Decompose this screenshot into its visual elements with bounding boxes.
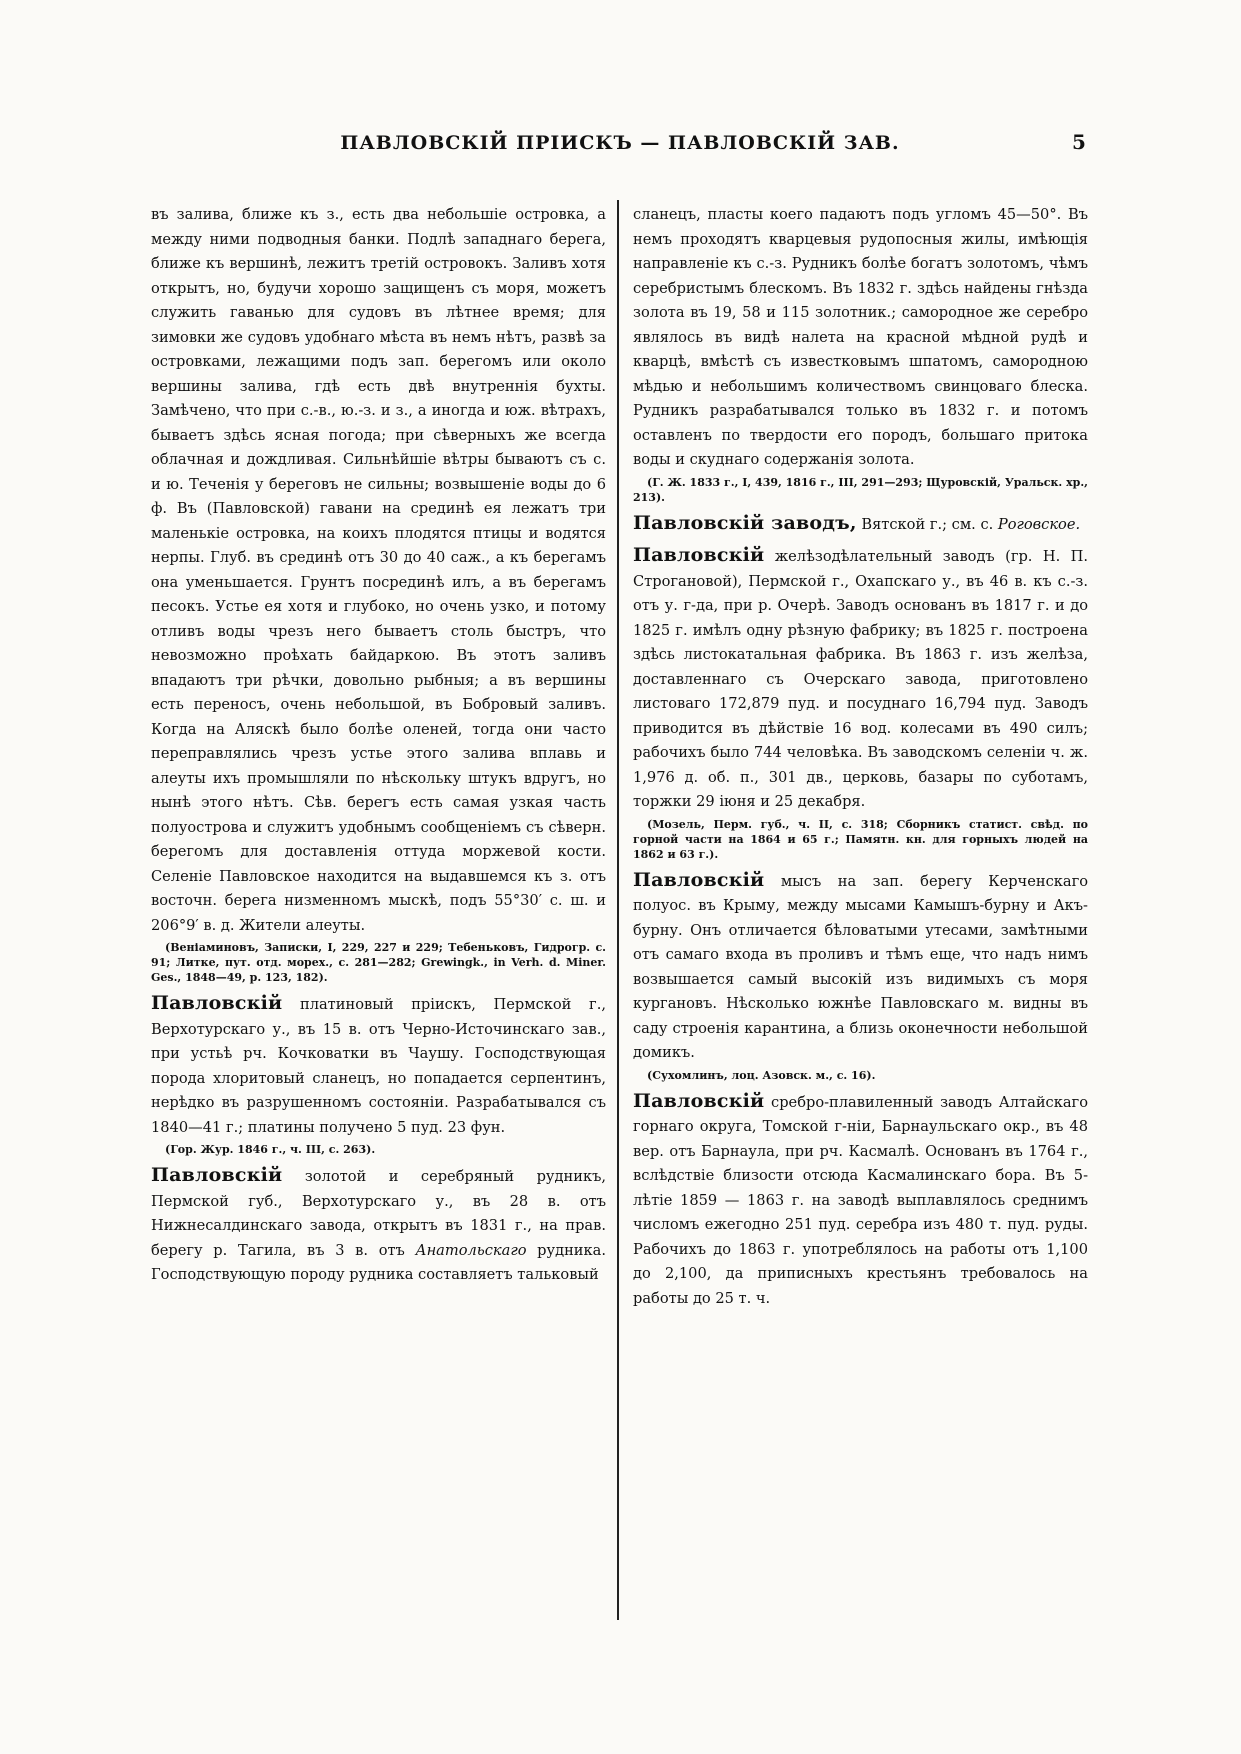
entry-headword: Павловскій: [151, 992, 283, 1014]
entry-text-italic: Роговское.: [997, 515, 1081, 533]
running-header: ПАВЛОВСКІЙ ПРІИСКЪ — ПАВЛОВСКІЙ ЗАВ.: [340, 132, 900, 154]
column-divider: [617, 200, 619, 1620]
entry-text: рудника. Господствующую породу рудника составляетъ тальковый: [151, 1241, 606, 1283]
entry-vyatka-plant: [633, 511, 1088, 538]
reference-note: (Г. Ж. 1833 г., I, 439, 1816 г., III, 291—293; Щуровскій, Уральск. хр., 213).: [633, 475, 1088, 504]
entry-headword: Павловскій: [633, 1089, 765, 1112]
entry-continuation: въ залива, ближе къ з., есть два небольшіе островка, а между ними подводныя банки. Подлѣ западнаго берега, ближе къ вершинѣ, лежитъ третій островокъ. Заливъ хотя открытъ, но, будучи хорошо защищенъ съ моря, можетъ служить гаванью для судовъ въ лѣтнее время; для зимовки же судовъ удобнаго мѣста въ немъ нѣтъ, развѣ за островками, лежащими подъ зап. берегомъ или около вершины залива, гдѣ есть двѣ внутреннія бухты. Замѣчено, что при с.-в., ю.-з. и з., а иногда и юж. вѣтрахъ, бываетъ здѣсь ясная погода; при сѣверныхъ же всегда облачная и дождливая. Сильнѣйшіе вѣтры бываютъ съ с. и ю. Теченія у береговъ не сильны; возвышеніе воды до 6 ф. Въ (Павловской) гавани на срединѣ ея лежатъ три маленькіе островка, на коихъ плодятся птицы и водятся нерпы. Глуб. въ срединѣ отъ 30 до 40 саж., а къ берегамъ она уменьшается. Грунтъ посрединѣ илъ, а въ берегамъ песокъ. Устье ея хотя и глубоко, но очень узко, и потому отливъ воды чрезъ него бываетъ столь быстръ, что невозможно проѣхать байдаркою. Въ этотъ заливъ впадаютъ три рѣчки, довольно рыбныя; а въ вершины есть переносъ, очень небольшой, въ Бобровый заливъ. Когда на Аляскѣ было болѣе оленей, тогда они часто переправлялись чрезъ устье этого залива вплавь и алеуты ихъ промышляли по нѣскольку штукъ вдругъ, но нынѣ этого нѣтъ. Сѣв. берегъ есть самая узкая часть полуострова и служитъ удобнымъ сообщеніемъ съ сѣверн. берегомъ для доставленія оттуда моржевой кости. Селеніе Павловское находится на выдавшемся къ з. отъ восточн. берега низменномъ мыскѣ, подъ 55°30′ с. ш. и 206°9′ в. д. Жители алеуты.: [151, 206, 606, 934]
entry-silver-smelter: [633, 1089, 1088, 1312]
right-column: [633, 203, 1088, 1311]
entry-text-italic: Анатольскаго: [415, 1241, 527, 1259]
entry-cape: [633, 868, 1088, 1066]
entry-continuation: сланецъ, пласты коего падаютъ подъ угломъ 45—50°. Въ немъ проходятъ кварцевыя рудопосныя жилы, имѣющія направленіе къ с.-з. Рудникъ болѣе богатъ золотомъ, чѣмъ серебристымъ блескомъ. Въ 1832 г. здѣсь найдены гнѣзда золота въ 19, 58 и 115 золотник.; самородное же серебро являлось въ видѣ налета на красной мѣдной рудѣ и кварцѣ, вмѣстѣ съ известковымъ шпатомъ, самородною мѣдью и небольшимъ количествомъ свинцоваго блеска. Рудникъ разрабатывался только въ 1832 г. и потомъ оставленъ по твердости его породъ, большаго притока воды и скуднаго содержанія золота.: [633, 206, 1088, 468]
entry-headword: Павловскій заводъ,: [633, 511, 857, 534]
reference-note: (Мозель, Перм. губ., ч. II, с. 318; Сборникъ статист. свѣд. по горной части на 1864 и 65 г.; Памятн. кн. для горныхъ людей на 1862 и 63 г.).: [633, 817, 1088, 861]
entry-gold-silver-mine: [151, 1163, 606, 1288]
entry-text: Вятской г.; см. с.: [856, 515, 998, 533]
reference-note: (Веніаминовъ, Записки, I, 229, 227 и 229; Тебеньковъ, Гидрогр. с. 91; Литке, пут. отд. морех., с. 281—282; Grewingk., in Verh. d. Miner. Ges., 1848—49, p. 123, 182).: [151, 941, 606, 984]
entry-platinum-mine: [151, 991, 606, 1140]
entry-text: сребро-плавиленный заводъ Алтайскаго горнаго округа, Томской г-ніи, Барнаульскаго окр., въ 48 вер. отъ Барнаула, при рч. Касмалѣ. Основанъ въ 1764 г., вслѣдствіе близости отсюда Касмалинскаго бора. Въ 5-лѣтіе 1859 — 1863 г. на заводѣ выплавлялось среднимъ числомъ ежегодно 251 пуд. серебра изъ 480 т. пуд. руды. Рабочихъ до 1863 г. употреблялось на работы отъ 1,100 до 2,100, да приписныхъ крестьянъ требовалось на работы до 25 т. ч.: [633, 1093, 1088, 1307]
entry-text: золотой и серебряный рудникъ, Пермской губ., Верхотурскаго у., въ 28 в. отъ Нижнесалдинскаго завода, открытъ въ 1831 г., на прав. берегу р. Тагила, въ 3 в. отъ: [151, 1168, 606, 1259]
page-number: 5: [1072, 130, 1086, 154]
entry-text: желѣзодѣлательный заводъ (гр. Н. П. Строгановой), Пермской г., Охапскаго у., въ 46 в. къ с.-з. отъ у. г-да, при р. Очерѣ. Заводъ основанъ въ 1817 г. и до 1825 г. имѣлъ одну рѣзную фабрику; въ 1825 г. построена здѣсь листокатальная фабрика. Въ 1863 г. изъ желѣза, доставленнаго съ Очерскаго завода, приготовлено листоваго 172,879 пуд. и посуднаго 16,794 пуд. Заводъ приводится въ дѣйствіе 16 вод. колесами въ 490 силъ; рабочихъ было 744 человѣка. Въ заводскомъ селеніи ч. ж. 1,976 д. об. п., 301 дв., церковь, базары по суботамъ, торжки 29 іюня и 25 декабря.: [633, 548, 1088, 810]
entry-iron-works: [633, 543, 1088, 815]
entry-text: мысъ на зап. берегу Керченскаго полуос. въ Крыму, между мысами Камышъ-бурну и Акъ-бурну. Онъ отличается бѣловатыми утесами, замѣтными отъ самаго входа въ проливъ и тѣмъ еще, что надъ нимъ возвышается самый высокій изъ видимыхъ съ моря кургановъ. Нѣсколько южнѣе Павловскаго м. видны въ саду строенія карантина, а близь оконечности небольшой домикъ.: [633, 872, 1088, 1061]
reference-note: (Сухомлинъ, лоц. Азовск. м., с. 16).: [647, 1068, 876, 1082]
left-column: [151, 203, 606, 1288]
entry-text: платиновый пріискъ, Пермской г., Верхотурскаго у., въ 15 в. отъ Черно-Источинскаго зав., при устьѣ рч. Кочковатки въ Чаушу. Господствующая порода хлоритовый сланецъ, но попадается серпентинъ, нерѣдко въ разрушенномъ состояніи. Разрабатывался съ 1840—41 г.; платины получено 5 пуд. 23 фун.: [151, 996, 606, 1136]
entry-headword: Павловскій: [633, 544, 765, 566]
reference-note: (Гор. Жур. 1846 г., ч. III, с. 263).: [165, 1143, 376, 1156]
entry-headword: Павловскій: [633, 868, 765, 891]
entry-headword: Павловскій: [151, 1164, 283, 1186]
